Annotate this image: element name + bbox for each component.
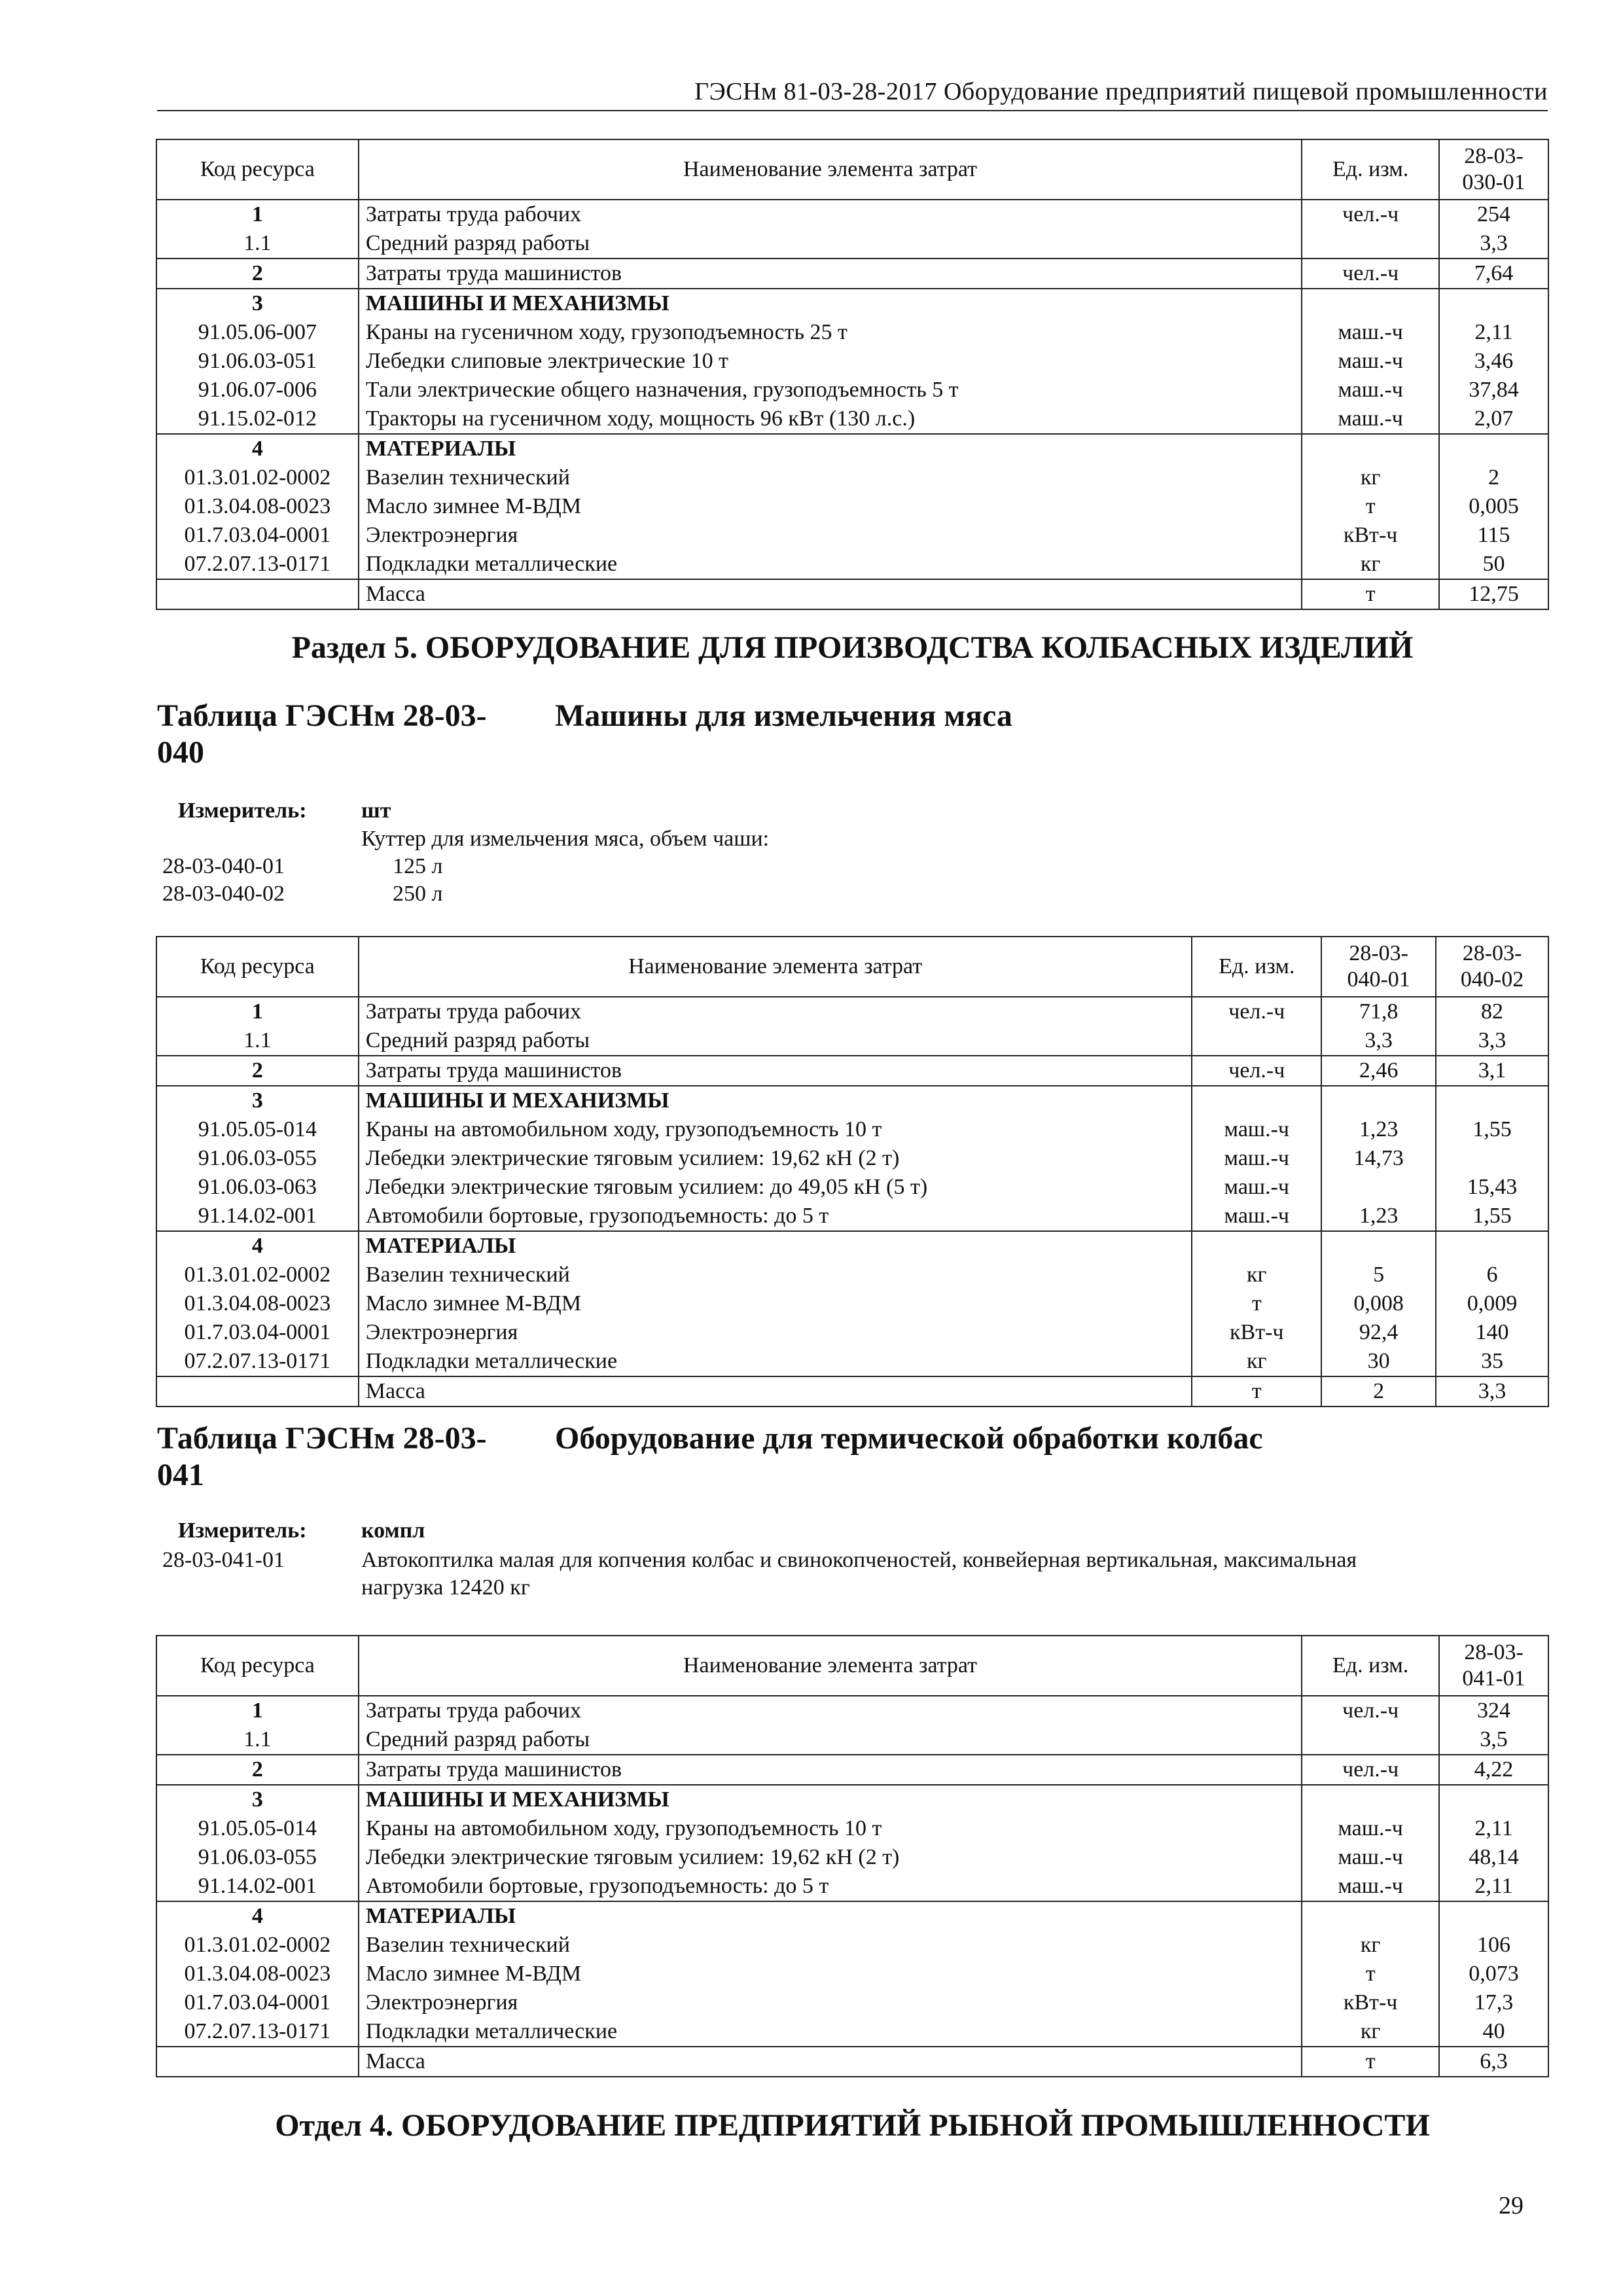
cell-value: 5 bbox=[1321, 1261, 1436, 1289]
cell-value: 0,009 bbox=[1436, 1289, 1548, 1318]
cell-value: 2 bbox=[1321, 1376, 1436, 1407]
cell-value: 1,55 bbox=[1436, 1202, 1548, 1231]
table-row bbox=[156, 521, 1548, 550]
meter-label-041: Измеритель: bbox=[178, 1518, 307, 1543]
cell-unit: чел.-ч bbox=[1192, 1056, 1321, 1086]
table-row bbox=[156, 1261, 1548, 1289]
cell-name: Лебедки электрические тяговым усилием: до 49,05 кН (5 т) bbox=[359, 1173, 1192, 1202]
col-header-name: Наименование элемента затрат bbox=[359, 1636, 1302, 1696]
table-body bbox=[156, 1696, 1548, 2077]
cell-value bbox=[1436, 1086, 1548, 1115]
col-header-040-01: 28-03- 040-01 bbox=[1321, 937, 1436, 997]
cell-name: Краны на автомобильном ходу, грузоподъемность 10 т bbox=[359, 1115, 1192, 1144]
cell-name: Затраты труда машинистов bbox=[359, 1056, 1192, 1086]
cell-value: 140 bbox=[1436, 1318, 1548, 1347]
cell-value: 1,23 bbox=[1321, 1202, 1436, 1231]
table-row bbox=[156, 347, 1548, 376]
cell-unit: т bbox=[1302, 1960, 1439, 1988]
cell-value: 2 bbox=[1439, 463, 1548, 492]
cell-name: Подкладки металлические bbox=[359, 550, 1302, 579]
cell-code: 01.7.03.04-0001 bbox=[156, 1988, 359, 2017]
cell-value: 106 bbox=[1439, 1931, 1548, 1960]
col-header-040-02: 28-03- 040-02 bbox=[1436, 937, 1548, 997]
cell-code: 1 bbox=[156, 997, 359, 1026]
cell-unit: маш.-ч bbox=[1302, 1814, 1439, 1843]
table-row bbox=[156, 1696, 1548, 1725]
cell-value: 115 bbox=[1439, 521, 1548, 550]
cell-value: 6 bbox=[1436, 1261, 1548, 1289]
cell-unit: т bbox=[1302, 579, 1439, 609]
cell-unit: чел.-ч bbox=[1302, 1696, 1439, 1725]
meter-label-040: Измеритель: bbox=[178, 798, 307, 823]
cell-unit bbox=[1192, 1231, 1321, 1261]
cell-unit: чел.-ч bbox=[1302, 1755, 1439, 1785]
cell-value: 0,008 bbox=[1321, 1289, 1436, 1318]
table-row bbox=[156, 1725, 1548, 1755]
table-28-03-041 bbox=[156, 1635, 1549, 2077]
cell-unit bbox=[1192, 1086, 1321, 1115]
cell-value: 37,84 bbox=[1439, 376, 1548, 404]
table-041-title-a: Таблица ГЭСНм 28-03- bbox=[157, 1421, 487, 1456]
cell-unit: кг bbox=[1192, 1261, 1321, 1289]
cell-value: 12,75 bbox=[1439, 579, 1548, 609]
cell-code: 1.1 bbox=[156, 229, 359, 259]
cell-name: МАШИНЫ И МЕХАНИЗМЫ bbox=[359, 1785, 1302, 1814]
item-text: Автокоптилка малая для копчения колбас и свинокопченостей, конвейерная вертикальная, максимальная bbox=[361, 1548, 1357, 1572]
page-number: 29 bbox=[1499, 2192, 1524, 2219]
cell-value: 4,22 bbox=[1439, 1755, 1548, 1785]
cell-value: 3,5 bbox=[1439, 1725, 1548, 1755]
cell-unit: кг bbox=[1192, 1347, 1321, 1376]
cell-value: 2,11 bbox=[1439, 1872, 1548, 1901]
cell-name: Средний разряд работы bbox=[359, 1725, 1302, 1755]
cell-unit bbox=[1302, 434, 1439, 463]
cell-code: 91.14.02-001 bbox=[156, 1872, 359, 1901]
cell-name: Вазелин технический bbox=[359, 1261, 1192, 1289]
cell-value: 71,8 bbox=[1321, 997, 1436, 1026]
cell-code: 3 bbox=[156, 1086, 359, 1115]
meter-unit-040: шт bbox=[361, 798, 391, 823]
cell-name: Электроэнергия bbox=[359, 521, 1302, 550]
item-code: 28-03-041-01 bbox=[162, 1548, 285, 1572]
cell-unit: кг bbox=[1302, 463, 1439, 492]
cell-code: 91.06.03-063 bbox=[156, 1173, 359, 1202]
cell-code: 01.3.01.02-0002 bbox=[156, 1261, 359, 1289]
table-row bbox=[156, 1318, 1548, 1347]
table-row bbox=[156, 200, 1548, 229]
col-header-code: Код ресурса bbox=[156, 937, 359, 997]
item-text: 250 л bbox=[393, 882, 443, 906]
cell-code: 4 bbox=[156, 1901, 359, 1931]
cell-code: 07.2.07.13-0171 bbox=[156, 2017, 359, 2047]
cell-value: 2,07 bbox=[1439, 404, 1548, 434]
table-row bbox=[156, 1231, 1548, 1261]
cell-name: Электроэнергия bbox=[359, 1988, 1302, 2017]
cell-value: 0,073 bbox=[1439, 1960, 1548, 1988]
table-row bbox=[156, 1376, 1548, 1407]
table-row bbox=[156, 376, 1548, 404]
cell-name: Автомобили бортовые, грузоподъемность: до 5 т bbox=[359, 1872, 1302, 1901]
cell-unit: кВт-ч bbox=[1302, 521, 1439, 550]
table-row bbox=[156, 1289, 1548, 1318]
cell-unit: т bbox=[1192, 1289, 1321, 1318]
table-row bbox=[156, 289, 1548, 318]
cell-name: Затраты труда машинистов bbox=[359, 1755, 1302, 1785]
meter-unit-041: компл bbox=[361, 1518, 425, 1543]
cell-name: Масса bbox=[359, 579, 1302, 609]
cell-value: 3,3 bbox=[1439, 229, 1548, 259]
cell-name: Затраты труда рабочих bbox=[359, 997, 1192, 1026]
cell-value: 35 bbox=[1436, 1347, 1548, 1376]
cell-unit bbox=[1302, 229, 1439, 259]
table-row bbox=[156, 1115, 1548, 1144]
cell-code: 91.05.05-014 bbox=[156, 1814, 359, 1843]
table-row bbox=[156, 1144, 1548, 1173]
cell-value bbox=[1439, 1901, 1548, 1931]
cell-unit bbox=[1302, 1725, 1439, 1755]
col-header-041-01: 28-03- 041-01 bbox=[1439, 1636, 1548, 1696]
cell-value bbox=[1436, 1144, 1548, 1173]
cell-code: 2 bbox=[156, 1056, 359, 1086]
cell-code: 1.1 bbox=[156, 1026, 359, 1056]
cell-value: 1,23 bbox=[1321, 1115, 1436, 1144]
cell-value: 17,3 bbox=[1439, 1988, 1548, 2017]
cell-unit: т bbox=[1302, 492, 1439, 521]
cell-name: Лебедки слиповые электрические 10 т bbox=[359, 347, 1302, 376]
section-5-title: Раздел 5. ОБОРУДОВАНИЕ ДЛЯ ПРОИЗВОДСТВА КОЛБАСНЫХ ИЗДЕЛИЙ bbox=[291, 630, 1414, 665]
cell-value: 15,43 bbox=[1436, 1173, 1548, 1202]
cell-unit: маш.-ч bbox=[1192, 1144, 1321, 1173]
cell-value: 3,3 bbox=[1436, 1376, 1548, 1407]
table-28-03-040 bbox=[156, 936, 1549, 1407]
cell-value: 50 bbox=[1439, 550, 1548, 579]
cell-unit: маш.-ч bbox=[1192, 1115, 1321, 1144]
cell-code: 1 bbox=[156, 1696, 359, 1725]
cell-code: 07.2.07.13-0171 bbox=[156, 550, 359, 579]
cell-value: 254 bbox=[1439, 200, 1548, 229]
table-040-title-b: 040 bbox=[157, 735, 204, 770]
cell-code: 1 bbox=[156, 200, 359, 229]
cell-unit: чел.-ч bbox=[1302, 200, 1439, 229]
cell-code: 01.3.01.02-0002 bbox=[156, 1931, 359, 1960]
cell-name: Затраты труда машинистов bbox=[359, 259, 1302, 289]
table-row bbox=[156, 1872, 1548, 1901]
cell-code: 91.05.06-007 bbox=[156, 318, 359, 347]
cell-name: Лебедки электрические тяговым усилием: 19,62 кН (2 т) bbox=[359, 1843, 1302, 1872]
table-row bbox=[156, 434, 1548, 463]
table-040-description: Куттер для измельчения мяса, объем чаши: bbox=[361, 827, 770, 851]
cell-value bbox=[1321, 1173, 1436, 1202]
item-code: 28-03-040-01 bbox=[162, 854, 285, 878]
cell-unit: кВт-ч bbox=[1192, 1318, 1321, 1347]
cell-name: Масло зимнее М-ВДМ bbox=[359, 492, 1302, 521]
cell-unit: кВт-ч bbox=[1302, 1988, 1439, 2017]
cell-unit bbox=[1192, 1026, 1321, 1056]
cell-code: 01.3.04.08-0023 bbox=[156, 1289, 359, 1318]
table-row bbox=[156, 229, 1548, 259]
cell-name: Вазелин технический bbox=[359, 1931, 1302, 1960]
table-row bbox=[156, 1785, 1548, 1814]
table-row bbox=[156, 1086, 1548, 1115]
cell-code: 1.1 bbox=[156, 1725, 359, 1755]
cell-code: 01.7.03.04-0001 bbox=[156, 1318, 359, 1347]
cell-value: 92,4 bbox=[1321, 1318, 1436, 1347]
item-text: нагрузка 12420 кг bbox=[361, 1575, 530, 1600]
cell-unit: маш.-ч bbox=[1192, 1173, 1321, 1202]
cell-unit bbox=[1302, 1785, 1439, 1814]
col-header-unit: Ед. изм. bbox=[1192, 937, 1321, 997]
table-row bbox=[156, 1960, 1548, 1988]
cell-value: 40 bbox=[1439, 2017, 1548, 2047]
cell-name: Затраты труда рабочих bbox=[359, 200, 1302, 229]
cell-code: 07.2.07.13-0171 bbox=[156, 1347, 359, 1376]
cell-value bbox=[1439, 434, 1548, 463]
item-code: 28-03-040-02 bbox=[162, 882, 285, 906]
cell-code bbox=[156, 579, 359, 609]
table-row bbox=[156, 1202, 1548, 1231]
cell-code: 91.06.03-055 bbox=[156, 1843, 359, 1872]
cell-code: 2 bbox=[156, 1755, 359, 1785]
table-row bbox=[156, 1814, 1548, 1843]
cell-value: 2,46 bbox=[1321, 1056, 1436, 1086]
cell-unit: кг bbox=[1302, 2017, 1439, 2047]
cell-name: Автомобили бортовые, грузоподъемность: до 5 т bbox=[359, 1202, 1192, 1231]
cell-value: 82 bbox=[1436, 997, 1548, 1026]
cell-name: Средний разряд работы bbox=[359, 229, 1302, 259]
cell-value: 3,3 bbox=[1321, 1026, 1436, 1056]
cell-name: Средний разряд работы bbox=[359, 1026, 1192, 1056]
cell-value bbox=[1436, 1231, 1548, 1261]
table-row bbox=[156, 492, 1548, 521]
col-header-name: Наименование элемента затрат bbox=[359, 139, 1302, 200]
cell-unit: маш.-ч bbox=[1302, 376, 1439, 404]
table-row bbox=[156, 1056, 1548, 1086]
cell-name: Масло зимнее М-ВДМ bbox=[359, 1289, 1192, 1318]
cell-code: 01.7.03.04-0001 bbox=[156, 521, 359, 550]
table-body bbox=[156, 997, 1548, 1407]
cell-code: 01.3.04.08-0023 bbox=[156, 492, 359, 521]
cell-code: 3 bbox=[156, 289, 359, 318]
cell-value: 3,3 bbox=[1436, 1026, 1548, 1056]
table-row bbox=[156, 579, 1548, 609]
cell-code: 91.15.02-012 bbox=[156, 404, 359, 434]
cell-name: МАТЕРИАЛЫ bbox=[359, 434, 1302, 463]
cell-name: Затраты труда рабочих bbox=[359, 1696, 1302, 1725]
col-header-unit: Ед. изм. bbox=[1302, 139, 1439, 200]
cell-name: Масло зимнее М-ВДМ bbox=[359, 1960, 1302, 1988]
table-row bbox=[156, 2047, 1548, 2077]
cell-unit: кг bbox=[1302, 1931, 1439, 1960]
cell-unit: маш.-ч bbox=[1192, 1202, 1321, 1231]
cell-name: МАТЕРИАЛЫ bbox=[359, 1901, 1302, 1931]
table-row bbox=[156, 1988, 1548, 2017]
department-4-title: Отдел 4. ОБОРУДОВАНИЕ ПРЕДПРИЯТИЙ РЫБНОЙ ПРОМЫШЛЕННОСТИ bbox=[275, 2108, 1430, 2143]
cell-code: 91.05.05-014 bbox=[156, 1115, 359, 1144]
table-body bbox=[156, 200, 1548, 609]
cell-name: Вазелин технический bbox=[359, 463, 1302, 492]
cell-value bbox=[1439, 1785, 1548, 1814]
cell-value bbox=[1321, 1231, 1436, 1261]
cell-unit: маш.-ч bbox=[1302, 347, 1439, 376]
cell-name: Тали электрические общего назначения, грузоподъемность 5 т bbox=[359, 376, 1302, 404]
table-040-title-a: Таблица ГЭСНм 28-03- bbox=[157, 698, 487, 733]
cell-name: Тракторы на гусеничном ходу, мощность 96 кВт (130 л.с.) bbox=[359, 404, 1302, 434]
cell-code: 91.06.07-006 bbox=[156, 376, 359, 404]
cell-name: Масса bbox=[359, 1376, 1192, 1407]
cell-code: 01.3.01.02-0002 bbox=[156, 463, 359, 492]
table-041-title-b: 041 bbox=[157, 1458, 204, 1492]
cell-code: 3 bbox=[156, 1785, 359, 1814]
cell-code: 91.06.03-055 bbox=[156, 1144, 359, 1173]
cell-value: 2,11 bbox=[1439, 318, 1548, 347]
cell-name: Краны на гусеничном ходу, грузоподъемность 25 т bbox=[359, 318, 1302, 347]
table-row bbox=[156, 997, 1548, 1026]
col-header-code: Код ресурса bbox=[156, 139, 359, 200]
cell-name: Масса bbox=[359, 2047, 1302, 2077]
cell-code bbox=[156, 1376, 359, 1407]
cell-unit bbox=[1302, 289, 1439, 318]
cell-value: 14,73 bbox=[1321, 1144, 1436, 1173]
cell-value: 2,11 bbox=[1439, 1814, 1548, 1843]
cell-code: 91.14.02-001 bbox=[156, 1202, 359, 1231]
cell-code: 2 bbox=[156, 259, 359, 289]
table-row bbox=[156, 1026, 1548, 1056]
cell-value: 1,55 bbox=[1436, 1115, 1548, 1144]
table-041-name: Оборудование для термической обработки колбас bbox=[555, 1421, 1263, 1456]
cell-value: 3,1 bbox=[1436, 1056, 1548, 1086]
cell-name: МАТЕРИАЛЫ bbox=[359, 1231, 1192, 1261]
cell-code: 91.06.03-051 bbox=[156, 347, 359, 376]
cell-unit: маш.-ч bbox=[1302, 404, 1439, 434]
cell-code: 4 bbox=[156, 1231, 359, 1261]
table-28-03-030 bbox=[156, 139, 1549, 610]
col-header-030-01: 28-03- 030-01 bbox=[1439, 139, 1548, 200]
cell-unit: чел.-ч bbox=[1192, 997, 1321, 1026]
table-row bbox=[156, 404, 1548, 434]
cell-code: 01.3.04.08-0023 bbox=[156, 1960, 359, 1988]
cell-unit: чел.-ч bbox=[1302, 259, 1439, 289]
cell-name: Краны на автомобильном ходу, грузоподъемность 10 т bbox=[359, 1814, 1302, 1843]
header-rule bbox=[157, 110, 1548, 111]
table-row bbox=[156, 550, 1548, 579]
table-row bbox=[156, 318, 1548, 347]
cell-unit bbox=[1302, 1901, 1439, 1931]
table-row bbox=[156, 259, 1548, 289]
cell-value: 3,46 bbox=[1439, 347, 1548, 376]
running-header: ГЭСНм 81-03-28-2017 Оборудование предприятий пищевой промышленности bbox=[694, 78, 1548, 105]
table-row bbox=[156, 1347, 1548, 1376]
cell-value: 0,005 bbox=[1439, 492, 1548, 521]
cell-unit: т bbox=[1302, 2047, 1439, 2077]
cell-code bbox=[156, 2047, 359, 2077]
table-row bbox=[156, 1901, 1548, 1931]
cell-value: 324 bbox=[1439, 1696, 1548, 1725]
cell-name: Лебедки электрические тяговым усилием: 19,62 кН (2 т) bbox=[359, 1144, 1192, 1173]
cell-unit: маш.-ч bbox=[1302, 1872, 1439, 1901]
table-row bbox=[156, 2017, 1548, 2047]
cell-unit: маш.-ч bbox=[1302, 318, 1439, 347]
cell-value bbox=[1439, 289, 1548, 318]
cell-name: МАШИНЫ И МЕХАНИЗМЫ bbox=[359, 289, 1302, 318]
cell-unit: кг bbox=[1302, 550, 1439, 579]
col-header-unit: Ед. изм. bbox=[1302, 1636, 1439, 1696]
table-row bbox=[156, 1173, 1548, 1202]
table-row bbox=[156, 1931, 1548, 1960]
col-header-code: Код ресурса bbox=[156, 1636, 359, 1696]
cell-value: 7,64 bbox=[1439, 259, 1548, 289]
cell-name: МАШИНЫ И МЕХАНИЗМЫ bbox=[359, 1086, 1192, 1115]
table-row bbox=[156, 463, 1548, 492]
cell-name: Подкладки металлические bbox=[359, 2017, 1302, 2047]
item-text: 125 л bbox=[393, 854, 443, 878]
cell-value bbox=[1321, 1086, 1436, 1115]
cell-code: 4 bbox=[156, 434, 359, 463]
table-row bbox=[156, 1755, 1548, 1785]
cell-value: 48,14 bbox=[1439, 1843, 1548, 1872]
cell-value: 6,3 bbox=[1439, 2047, 1548, 2077]
cell-name: Электроэнергия bbox=[359, 1318, 1192, 1347]
col-header-name: Наименование элемента затрат bbox=[359, 937, 1192, 997]
cell-unit: маш.-ч bbox=[1302, 1843, 1439, 1872]
cell-name: Подкладки металлические bbox=[359, 1347, 1192, 1376]
table-040-name: Машины для измельчения мяса bbox=[555, 698, 1012, 733]
table-row bbox=[156, 1843, 1548, 1872]
cell-value: 30 bbox=[1321, 1347, 1436, 1376]
cell-unit: т bbox=[1192, 1376, 1321, 1407]
